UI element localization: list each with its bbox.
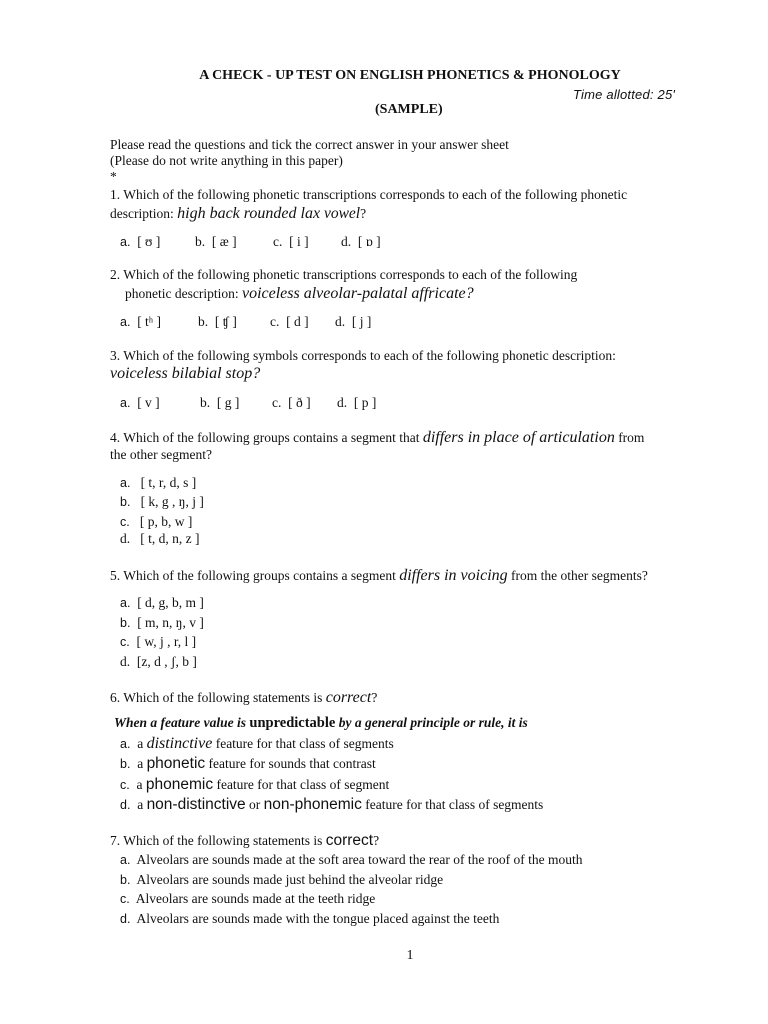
q3-text-line-1: 3. Which of the following symbols corresponds to each of the following phonetic description: bbox=[110, 348, 616, 363]
q2-option-c: c. [ d ] bbox=[270, 314, 309, 329]
q2-text-line-1: 2. Which of the following phonetic transcriptions corresponds to each of the following bbox=[110, 267, 578, 282]
q4-option-d: d. [ t, d, n, z ] bbox=[120, 531, 200, 546]
q5-option-b: b. [ m, n, ŋ, v ] bbox=[120, 615, 204, 630]
q2-text-line-2: phonetic description: voiceless alveolar-palatal affricate? bbox=[125, 285, 474, 302]
q1-option-b: b. [ æ ] bbox=[195, 234, 237, 249]
q4-option-b: b. [ k, g , ŋ, j ] bbox=[120, 494, 204, 509]
page-number: 1 bbox=[406, 948, 414, 963]
q1-text-line-2 bbox=[110, 205, 366, 223]
q1-end: ? bbox=[360, 206, 367, 221]
q1-option-c: c. [ i ] bbox=[273, 234, 309, 249]
q3-option-d: d. [ p ] bbox=[337, 395, 377, 410]
q2-option-d: d. [ j ] bbox=[335, 314, 372, 329]
q7-text-line-1: 7. Which of the following statements is correct? bbox=[110, 832, 380, 849]
instruction-line-1: Please read the questions and tick the correct answer in your answer sheet bbox=[110, 137, 509, 152]
q6-option-d: d. a non-distinctive or non-phonemic feature for that class of segments bbox=[120, 796, 544, 813]
q1-option-a: a. [ ʊ ] bbox=[120, 234, 161, 249]
q5-text-line-1: 5. Which of the following groups contains a segment differs in voicing from the other segments? bbox=[110, 567, 648, 584]
q7-option-c: c. Alveolars are sounds made at the teeth ridge bbox=[120, 891, 376, 906]
instruction-line-2: (Please do not write anything in this paper) bbox=[110, 153, 343, 168]
q7-option-a: a. Alveolars are sounds made at the soft area toward the rear of the roof of the mouth bbox=[120, 852, 583, 867]
time-allotted: Time allotted: 25' bbox=[573, 87, 676, 102]
q3-option-c: c. [ ð ] bbox=[272, 395, 311, 410]
q6-option-c: c. a phonemic feature for that class of segment bbox=[120, 776, 390, 793]
q6-stem-key: unpredictable bbox=[249, 715, 336, 731]
q3-emphasis: voiceless bilabial stop? bbox=[110, 365, 261, 382]
sample-label: (SAMPLE) bbox=[375, 102, 443, 117]
q4-option-a: a. [ t, r, d, s ] bbox=[120, 475, 197, 490]
q3-option-b: b. [ g ] bbox=[200, 395, 240, 410]
q7-option-d: d. Alveolars are sounds made with the tongue placed against the teeth bbox=[120, 911, 500, 926]
q2-option-b: b. [ ʧ ] bbox=[198, 314, 237, 329]
q2-emphasis: voiceless alveolar-palatal affricate? bbox=[241, 285, 474, 302]
q4-text-line-1: 4. Which of the following groups contains a segment that differs in place of articulation from bbox=[110, 429, 645, 446]
q5-emphasis: differs in voicing bbox=[399, 567, 508, 584]
q6-stem: When a feature value is unpredictable by a general principle or rule, it is bbox=[114, 715, 528, 731]
q7-emphasis: correct bbox=[325, 832, 374, 849]
q7-option-b: b. Alveolars are sounds made just behind the alveolar ridge bbox=[120, 872, 444, 887]
q1-option-d: d. [ ɒ ] bbox=[341, 234, 381, 249]
q4-emphasis: differs in place of articulation bbox=[422, 429, 615, 446]
q1-text-line-1: 1. Which of the following phonetic transcriptions corresponds to each of the following phonetic bbox=[110, 187, 628, 202]
star-marker: * bbox=[110, 169, 117, 184]
q6-emphasis: correct bbox=[325, 689, 372, 706]
q1-emphasis-2: vowel bbox=[320, 205, 361, 222]
page-title: A CHECK - UP TEST ON ENGLISH PHONETICS & PHONOLOGY bbox=[199, 68, 621, 83]
q6-option-a: a. a distinctive feature for that class of segments bbox=[120, 735, 394, 752]
q5-option-a: a. [ d, g, b, m ] bbox=[120, 595, 204, 610]
q5-option-d: d. [z, d , ʃ, b ] bbox=[120, 654, 197, 669]
q4-option-c: c. [ p, b, w ] bbox=[120, 514, 193, 529]
q3-option-a: a. [ v ] bbox=[120, 395, 160, 410]
q6-text-line-1: 6. Which of the following statements is correct? bbox=[110, 689, 378, 706]
q5-option-c: c. [ w, j , r, l ] bbox=[120, 634, 197, 649]
q6-option-b: b. a phonetic feature for sounds that contrast bbox=[120, 755, 376, 772]
q4-text-line-2: the other segment? bbox=[110, 447, 212, 462]
q1-emphasis: high back rounded lax bbox=[177, 205, 321, 222]
q1-prefix: description: bbox=[110, 206, 178, 221]
q2-option-a: a. [ tʰ ] bbox=[120, 314, 162, 329]
